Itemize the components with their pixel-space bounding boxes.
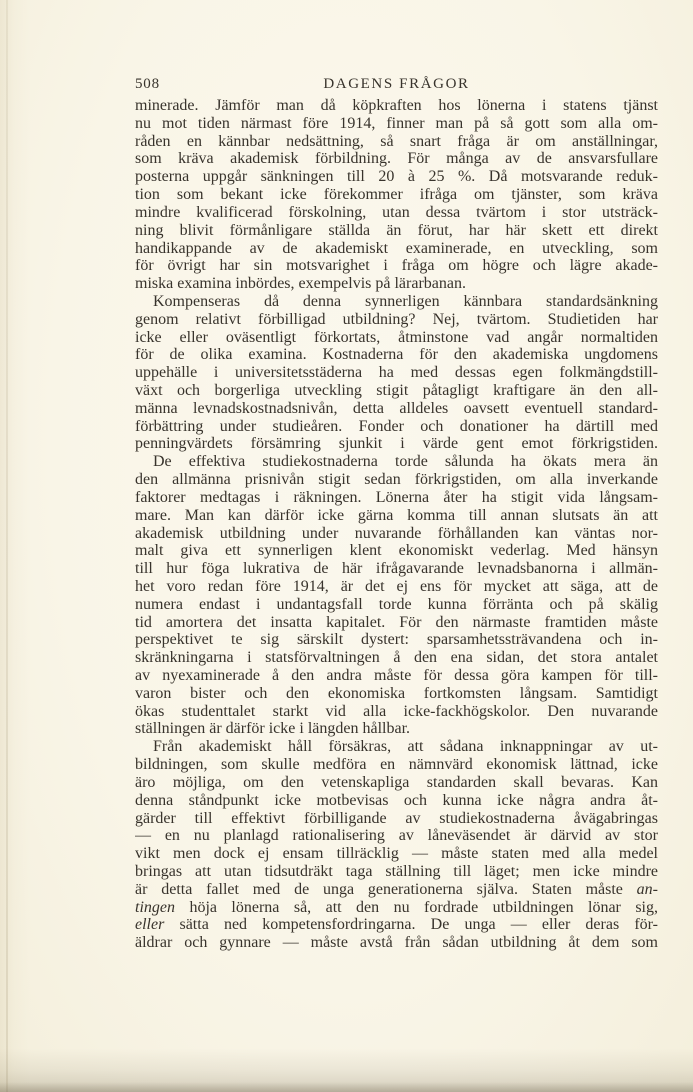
text-line bbox=[135, 293, 658, 311]
text-segment: råden en kännbar nedsättning, så snart fråga är om anställningar, bbox=[135, 132, 658, 150]
running-title: DAGENS FRÅGOR bbox=[323, 76, 470, 92]
page-bottom-shadow bbox=[0, 1082, 693, 1092]
text-line bbox=[135, 115, 658, 133]
text-segment: handikappande av de akademiskt examinerade, en utveckling, som bbox=[135, 239, 658, 257]
text-line bbox=[135, 97, 658, 115]
page-header bbox=[135, 76, 658, 94]
text-line bbox=[135, 507, 658, 525]
text-line bbox=[135, 596, 658, 614]
scan-left-crease bbox=[6, 0, 8, 1092]
text-line bbox=[135, 222, 658, 240]
text-line bbox=[135, 631, 658, 649]
text-segment: denna ståndpunkt icke motbevisas och kunna icke några andra åt- bbox=[135, 791, 658, 809]
page-number: 508 bbox=[135, 76, 160, 92]
text-line bbox=[135, 827, 658, 845]
text-line bbox=[135, 934, 658, 952]
text-line bbox=[135, 418, 658, 436]
text-line bbox=[135, 168, 658, 186]
text-line bbox=[135, 756, 658, 774]
text-line bbox=[135, 685, 658, 703]
text-segment: till hur föga lukrativa de här ifrågavarande levnadsbanorna i allmän- bbox=[135, 560, 658, 578]
text-line bbox=[135, 810, 658, 828]
text-line bbox=[135, 435, 658, 453]
text-column bbox=[135, 97, 658, 952]
text-segment: för de olika examina. Kostnaderna för den akademiska ungdomens bbox=[135, 346, 658, 364]
text-line bbox=[135, 738, 658, 756]
text-line bbox=[135, 774, 658, 792]
text-segment: männa levnadskostnadsnivån, detta alldeles oavsett eventuell standard- bbox=[135, 399, 658, 417]
paragraph bbox=[135, 97, 658, 293]
text-line bbox=[135, 489, 658, 507]
text-segment: förbättring under studieåren. Fonder och donationer ha därtill med bbox=[135, 417, 658, 435]
text-segment: perspektivet te sig särskilt dystert: sparsamhetssträvandena och in- bbox=[135, 631, 658, 649]
text-segment: gärder till effektivt förbilligande av studiekostnaderna åvägabringas bbox=[135, 809, 658, 827]
text-line bbox=[135, 257, 658, 275]
text-line bbox=[135, 916, 658, 934]
text-line bbox=[135, 453, 658, 471]
text-segment: mare. Man kan därför icke gärna komma till annan slutsats än att bbox=[135, 506, 658, 524]
paragraph bbox=[135, 453, 658, 738]
text-line bbox=[135, 881, 658, 899]
text-segment: ställningen är därför icke i längden hållbar. bbox=[135, 720, 411, 738]
text-line bbox=[135, 364, 658, 382]
text-segment: Från akademiskt håll försäkras, att sådana inknappningar av ut- bbox=[153, 738, 658, 756]
text-segment: uppehälle i universitetsstäderna ha med dessas egen folkmängdstill- bbox=[135, 364, 658, 382]
text-segment: växt och borgerliga utveckling stigit påtagligt kraftigare än den all- bbox=[135, 382, 658, 399]
text-segment: numera endast i undantagsfall torde kunna förränta och på skälig bbox=[135, 595, 658, 613]
text-segment: posterna uppgår sänkningen till 20 à 25 %. Då motsvarande reduk- bbox=[135, 168, 658, 186]
text-segment: ökas studenttalet starkt vid alla icke-fackhögskolor. Den nuvarande bbox=[135, 702, 658, 720]
text-line bbox=[135, 899, 658, 917]
text-segment: av nyexaminerade å den andra måste för dessa göra kampen för till- bbox=[135, 667, 658, 684]
text-segment: vikt men dock ej ensam tillräcklig — måste staten med alla medel bbox=[135, 845, 658, 863]
text-segment: äro möjliga, om den vetenskapliga standarden skall bevaras. Kan bbox=[135, 773, 658, 791]
text-segment: icke eller oväsentligt förkortats, åtminstone vad angår normaltiden bbox=[135, 328, 658, 346]
text-segment: bildningen, som skulle medföra en nämnvärd ekonomisk lättnad, icke bbox=[135, 756, 658, 774]
text-line bbox=[135, 150, 658, 168]
text-line bbox=[135, 400, 658, 418]
text-line bbox=[135, 346, 658, 364]
text-segment: miska examina inbördes, exempelvis på lärarbanan. bbox=[135, 275, 466, 293]
text-line bbox=[135, 703, 658, 721]
text-line bbox=[135, 667, 658, 685]
text-segment: den allmänna prisnivån stigit sedan förkrigstiden, om alla inverkande bbox=[135, 471, 658, 489]
text-line bbox=[135, 204, 658, 222]
text-line bbox=[135, 275, 658, 293]
text-segment: bringas att utan tidsutdräkt taga ställning till läget; men icke mindre bbox=[135, 862, 658, 880]
text-segment: genom relativt förbilligad utbildning? Nej, tvärtom. Studietiden har bbox=[135, 310, 658, 328]
paragraph bbox=[135, 738, 658, 952]
text-segment: skränkningarna i statsförvaltningen å den ena sidan, det stora antalet bbox=[135, 649, 658, 667]
text-segment: akademisk utbildning under nuvarande förhållanden kan väntas nor- bbox=[135, 524, 658, 542]
text-segment: malt giva ett synnerligen klent ekonomiskt vederlag. Med hänsyn bbox=[135, 542, 658, 560]
text-line bbox=[135, 614, 658, 632]
text-segment: sätta ned kompetensfordringarna. De unga — eller deras för- bbox=[164, 916, 658, 934]
text-segment: nu mot tiden närmast före 1914, finner man på så gott som alla om- bbox=[135, 114, 658, 132]
text-segment: är detta fallet med de unga generationerna själva. Staten måste bbox=[135, 880, 637, 898]
text-segment: penningvärdets försämring sjunkit i värde gent emot förkrigstiden. bbox=[135, 435, 658, 453]
text-line bbox=[135, 311, 658, 329]
text-segment: för övrigt har sin motsvarighet i fråga om högre och lägre akade- bbox=[135, 257, 658, 275]
text-line bbox=[135, 186, 658, 204]
text-segment: äldrar och gynnare — måste avstå från sådan utbildning åt dem som bbox=[135, 934, 658, 952]
text-line bbox=[135, 560, 658, 578]
text-segment: mindre kvalificerad förskolning, utan dessa tvärtom i stor utsträck- bbox=[135, 203, 658, 221]
text-line bbox=[135, 329, 658, 347]
text-line bbox=[135, 133, 658, 151]
text-segment: varon bister och den ekonomiska fortkomsten långsam. Samtidigt bbox=[135, 684, 658, 702]
text-line bbox=[135, 845, 658, 863]
text-segment: faktorer medtagas i räkningen. Lönerna åter ha stigit vida långsam- bbox=[135, 488, 658, 506]
text-line bbox=[135, 720, 658, 738]
text-line bbox=[135, 649, 658, 667]
text-segment: tion som bekant icke förekommer ifråga om tjänster, som kräva bbox=[135, 186, 658, 204]
text-line bbox=[135, 578, 658, 596]
text-segment: Kompenseras då denna synnerligen kännbara standardsänkning bbox=[153, 292, 658, 310]
text-segment: som kräva akademisk förbildning. För många av de ansvarsfullare bbox=[135, 150, 658, 168]
text-segment: het voro redan före 1914, är det ej ens för mycket att säga, att de bbox=[135, 577, 658, 595]
text-line bbox=[135, 240, 658, 258]
paragraph bbox=[135, 293, 658, 453]
text-line bbox=[135, 792, 658, 810]
text-line bbox=[135, 525, 658, 543]
text-segment: höja lönerna så, att den nu fordrade utbildningen lönar sig, bbox=[175, 898, 658, 916]
text-segment: — en nu planlagd rationalisering av låneväsendet är därvid av stor bbox=[135, 827, 658, 845]
text-line bbox=[135, 542, 658, 560]
text-line bbox=[135, 382, 658, 400]
italic-text-segment: tingen bbox=[135, 898, 175, 916]
text-segment: tid amortera det insatta kapitalet. För den närmaste framtiden måste bbox=[135, 613, 658, 631]
text-line bbox=[135, 471, 658, 489]
italic-text-segment: an- bbox=[636, 880, 658, 898]
text-segment: minerade. Jämför man då köpkraften hos lönerna i statens tjänst bbox=[135, 97, 658, 114]
text-segment: De effektiva studiekostnaderna torde sålunda ha ökats mera än bbox=[153, 453, 658, 471]
text-line bbox=[135, 863, 658, 881]
italic-text-segment: eller bbox=[135, 916, 165, 934]
text-segment: ning blivit förmånligare ställda än förut, har här skett ett direkt bbox=[135, 221, 658, 239]
